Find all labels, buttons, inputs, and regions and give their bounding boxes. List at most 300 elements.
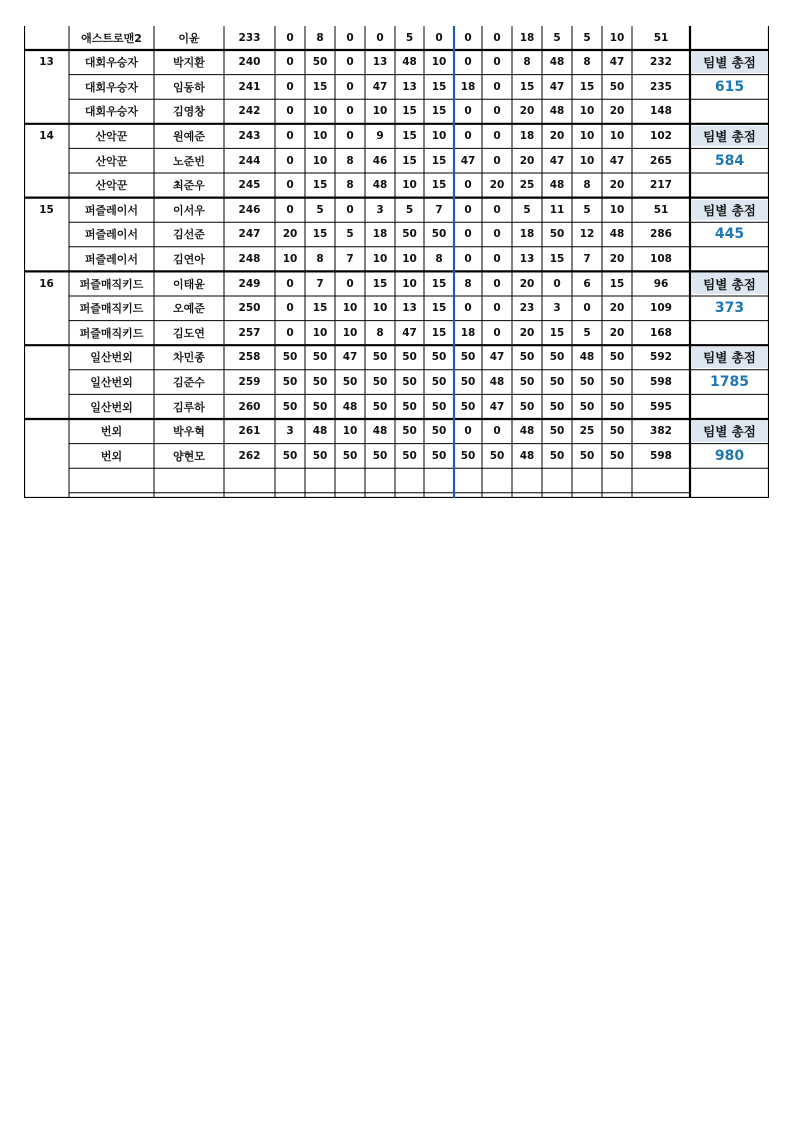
team-total-label: 팀별 총점 (692, 126, 767, 147)
score-cell: 5 (316, 203, 324, 216)
score-cell: 50 (519, 351, 535, 364)
score-cell: 48 (402, 56, 417, 69)
score-cell: 20 (549, 130, 565, 143)
score-cell: 50 (372, 351, 388, 364)
score-cell: 47 (549, 154, 565, 167)
score-cell: 0 (464, 130, 472, 143)
score-cell: 8 (316, 32, 324, 44)
score-cell: 0 (493, 326, 501, 339)
score-cell: 50 (402, 351, 417, 364)
score-cell: 20 (609, 105, 625, 118)
score-cell: 10 (372, 302, 388, 315)
score-cell: 7 (583, 253, 591, 266)
score-cell: 47 (489, 400, 505, 413)
team-name: 퍼즐레이서 (84, 203, 139, 217)
score-cell (572, 468, 602, 493)
player-name: 이서우 (173, 203, 205, 217)
score-cell: 50 (489, 449, 505, 462)
player-total: 148 (650, 105, 672, 118)
player-total: 598 (650, 449, 672, 462)
score-cell: 20 (609, 302, 625, 315)
score-cell: 10 (312, 326, 328, 339)
player-name: 임동하 (173, 80, 205, 94)
player-name: 노준빈 (173, 154, 205, 168)
player-name: 오예준 (173, 302, 205, 316)
player-total: 217 (650, 179, 672, 192)
score-cell (542, 468, 572, 493)
score-cell: 0 (553, 277, 561, 290)
player-total: 382 (650, 425, 672, 438)
team-name: 산악꾼 (95, 154, 128, 168)
score-cell: 48 (609, 228, 625, 241)
score-cell (335, 468, 365, 493)
score-cell: 0 (286, 277, 294, 290)
score-cell: 25 (519, 179, 535, 192)
score-cell: 50 (402, 376, 417, 389)
score-cell: 50 (431, 449, 447, 462)
score-cell: 5 (583, 203, 591, 216)
score-cell: 18 (519, 32, 535, 44)
team-total-label: 팀별 총점 (692, 200, 767, 221)
score-cell: 15 (431, 80, 447, 93)
score-cell: 5 (405, 203, 414, 216)
player-name: 원예준 (173, 130, 205, 144)
score-cell: 47 (609, 56, 625, 69)
score-cell: 50 (372, 376, 388, 389)
score-cell: 15 (431, 277, 447, 290)
player-total: 109 (650, 302, 672, 315)
player-name: 최준우 (173, 179, 205, 193)
player-total: 286 (650, 228, 672, 241)
player-id: 258 (238, 351, 261, 364)
score-cell: 50 (609, 351, 625, 364)
player-total: 235 (650, 80, 672, 93)
score-cell: 0 (464, 425, 472, 438)
team-name: 대회우승자 (84, 80, 139, 94)
score-cell: 50 (282, 449, 298, 462)
score-cell: 47 (549, 80, 565, 93)
score-cell: 20 (519, 105, 535, 118)
player-id: 262 (238, 449, 261, 462)
player-id: 248 (238, 253, 261, 266)
score-cell: 18 (519, 228, 535, 241)
score-cell: 10 (312, 130, 328, 143)
player-name: 박우혁 (173, 425, 205, 439)
player-name: 김선준 (173, 228, 205, 242)
score-cell: 15 (549, 326, 565, 339)
group-number (24, 419, 69, 444)
player-total: 595 (650, 400, 672, 413)
score-cell: 50 (579, 449, 595, 462)
player-total: 51 (653, 203, 669, 216)
player-total: 168 (650, 326, 672, 339)
score-cell (512, 468, 542, 493)
score-cell: 50 (609, 425, 625, 438)
score-cell: 10 (372, 253, 388, 266)
score-cell: 20 (609, 326, 625, 339)
team-name: 번외 (100, 425, 123, 439)
group-number: 14 (39, 130, 54, 143)
score-cell: 0 (286, 130, 294, 143)
score-cell: 0 (286, 80, 294, 93)
score-cell: 15 (402, 105, 417, 118)
score-cell: 0 (286, 56, 294, 69)
score-cell: 0 (346, 32, 354, 44)
score-cell: 50 (282, 351, 298, 364)
player-id: 250 (238, 302, 261, 315)
score-cell (395, 468, 424, 493)
score-cell: 0 (493, 105, 501, 118)
score-cell (305, 468, 335, 493)
score-cell: 50 (460, 351, 476, 364)
score-cell (482, 468, 512, 493)
score-cell: 0 (286, 302, 294, 315)
team-name (69, 468, 154, 493)
score-cell: 50 (549, 351, 565, 364)
score-cell: 0 (346, 203, 354, 216)
score-cell: 8 (346, 179, 354, 192)
team-name: 번외 (100, 449, 123, 463)
score-cell: 10 (431, 130, 447, 143)
score-cell: 47 (460, 154, 476, 167)
score-cell: 15 (519, 80, 535, 93)
score-cell: 7 (435, 203, 443, 216)
team-name: 퍼즐매직키드 (79, 277, 144, 291)
player-id: 242 (238, 105, 261, 118)
score-cell: 48 (519, 449, 535, 462)
score-cell: 0 (493, 56, 501, 69)
player-id: 260 (238, 400, 261, 413)
player-total: 108 (650, 253, 672, 266)
score-cell: 10 (372, 105, 388, 118)
score-cell (275, 468, 305, 493)
score-cell: 50 (312, 376, 328, 389)
score-cell: 48 (549, 179, 565, 192)
score-cell: 18 (460, 326, 476, 339)
score-cell: 18 (519, 130, 535, 143)
score-cell: 20 (609, 253, 625, 266)
score-cell: 50 (431, 228, 447, 241)
score-cell: 12 (579, 228, 595, 241)
score-cell: 47 (342, 351, 358, 364)
score-cell: 10 (609, 32, 625, 44)
score-cell: 5 (346, 228, 354, 241)
score-cell (365, 468, 395, 493)
score-cell: 50 (609, 376, 625, 389)
score-cell: 0 (493, 302, 501, 315)
score-cell: 50 (402, 449, 417, 462)
score-cell: 10 (402, 179, 417, 192)
score-cell: 46 (372, 154, 388, 167)
score-cell: 47 (372, 80, 388, 93)
team-total-score: 615 (714, 78, 745, 95)
team-name: 퍼즐레이서 (84, 228, 139, 242)
score-cell: 0 (493, 80, 501, 93)
score-cell (424, 468, 454, 493)
score-cell: 0 (464, 302, 472, 315)
score-cell: 50 (431, 425, 447, 438)
score-cell: 47 (609, 154, 625, 167)
score-cell: 15 (312, 179, 328, 192)
score-cell: 50 (579, 400, 595, 413)
player-total: 51 (653, 32, 669, 44)
score-cell: 0 (493, 277, 501, 290)
score-cell: 0 (286, 154, 294, 167)
score-cell: 50 (549, 400, 565, 413)
player-total: 598 (650, 376, 672, 389)
team-total-score: 1785 (710, 374, 749, 391)
score-cell: 10 (431, 56, 447, 69)
score-cell: 8 (376, 326, 384, 339)
score-cell: 5 (583, 326, 591, 339)
score-cell: 15 (402, 154, 417, 167)
team-name: 퍼즐레이서 (84, 253, 139, 267)
score-cell: 50 (312, 56, 328, 69)
score-cell: 50 (460, 449, 476, 462)
player-id: 249 (238, 277, 261, 290)
player-id: 261 (238, 425, 261, 438)
score-cell: 10 (312, 105, 328, 118)
score-cell: 15 (609, 277, 625, 290)
score-cell: 50 (431, 376, 447, 389)
score-cell: 50 (609, 449, 625, 462)
score-cell: 50 (579, 376, 595, 389)
player-id: 246 (238, 203, 261, 216)
score-cell: 5 (523, 203, 531, 216)
score-cell: 10 (579, 105, 595, 118)
score-cell: 11 (549, 203, 565, 216)
player-name: 박지환 (173, 56, 205, 70)
score-cell: 50 (549, 376, 565, 389)
player-name: 이윤 (178, 32, 200, 45)
team-total-score: 980 (714, 447, 745, 464)
score-cell: 0 (346, 105, 354, 118)
score-cell: 20 (519, 154, 535, 167)
player-total: 232 (650, 56, 672, 69)
score-cell: 13 (402, 80, 417, 93)
score-cell: 8 (583, 56, 591, 69)
score-cell: 8 (435, 253, 443, 266)
score-cell: 0 (464, 56, 472, 69)
player-id: 247 (238, 228, 261, 241)
team-name: 일산번외 (90, 351, 133, 365)
player-name: 김연아 (173, 253, 205, 267)
player-id: 233 (238, 32, 261, 44)
score-cell: 15 (431, 326, 447, 339)
team-name: 일산번외 (90, 376, 133, 390)
score-cell: 5 (583, 32, 591, 44)
score-cell: 10 (579, 130, 595, 143)
score-cell: 47 (489, 351, 505, 364)
score-cell: 50 (312, 351, 328, 364)
team-name: 산악꾼 (95, 179, 128, 193)
score-cell: 0 (493, 154, 501, 167)
player-total: 592 (650, 351, 672, 364)
score-cell: 0 (464, 179, 472, 192)
score-cell: 48 (312, 425, 328, 438)
score-cell: 0 (464, 228, 472, 241)
score-cell: 18 (372, 228, 388, 241)
player-total: 102 (650, 130, 672, 143)
score-cell: 50 (402, 400, 417, 413)
score-cell: 10 (402, 277, 417, 290)
score-cell: 50 (549, 425, 565, 438)
team-total-label: 팀별 총점 (692, 421, 767, 442)
score-cell: 48 (342, 400, 358, 413)
team-name: 대회우승자 (84, 105, 139, 119)
score-cell: 20 (489, 179, 505, 192)
score-cell: 0 (286, 326, 294, 339)
team-name: 일산번외 (90, 400, 133, 414)
player-id: 243 (238, 130, 261, 143)
score-cell: 15 (431, 154, 447, 167)
score-cell: 0 (493, 253, 501, 266)
team-name: 퍼즐매직키드 (79, 302, 144, 316)
team-total-label: 팀별 총점 (692, 273, 767, 294)
score-cell: 5 (553, 32, 561, 44)
score-cell: 15 (549, 253, 565, 266)
player-name: 김준수 (173, 376, 205, 390)
score-cell: 50 (460, 400, 476, 413)
score-cell: 10 (342, 425, 358, 438)
score-cell: 8 (583, 179, 591, 192)
player-id: 240 (238, 56, 261, 69)
team-total-score: 445 (714, 226, 745, 243)
score-cell: 50 (609, 80, 625, 93)
score-cell: 3 (376, 203, 384, 216)
player-total (632, 468, 690, 493)
score-cell: 0 (346, 277, 354, 290)
player-name: 김도연 (173, 326, 205, 340)
score-cell: 15 (431, 302, 447, 315)
score-cell: 50 (431, 351, 447, 364)
team-name: 애스트로맨2 (81, 32, 142, 45)
score-cell: 3 (553, 302, 561, 315)
score-cell: 50 (282, 400, 298, 413)
team-name: 퍼즐매직키드 (79, 326, 144, 340)
score-cell: 0 (464, 253, 472, 266)
player-name: 차민종 (173, 351, 205, 365)
score-cell: 9 (376, 130, 384, 143)
score-cell: 20 (282, 228, 298, 241)
score-cell: 48 (372, 179, 388, 192)
score-cell: 10 (609, 130, 625, 143)
score-cell: 50 (549, 228, 565, 241)
player-total: 265 (650, 154, 672, 167)
score-cell: 50 (372, 400, 388, 413)
score-cell: 0 (346, 80, 354, 93)
group-number: 16 (39, 277, 54, 290)
score-cell: 0 (346, 56, 354, 69)
score-cell: 0 (493, 32, 501, 44)
score-cell: 10 (342, 326, 358, 339)
score-cell: 0 (286, 179, 294, 192)
player-name: 이태윤 (173, 277, 205, 291)
score-cell: 23 (519, 302, 535, 315)
score-cell: 20 (519, 277, 535, 290)
score-cell: 50 (460, 376, 476, 389)
score-cell: 48 (519, 425, 535, 438)
group-number (24, 345, 69, 370)
score-cell: 48 (549, 105, 565, 118)
score-cell: 6 (583, 277, 591, 290)
score-cell: 48 (549, 56, 565, 69)
score-cell: 15 (312, 228, 328, 241)
score-cell: 0 (286, 203, 294, 216)
score-cell: 7 (316, 277, 324, 290)
score-cell: 50 (431, 400, 447, 413)
score-cell: 13 (372, 56, 388, 69)
score-cell: 48 (579, 351, 595, 364)
score-cell: 15 (431, 179, 447, 192)
player-id: 259 (238, 376, 261, 389)
score-cell: 10 (402, 253, 417, 266)
score-cell: 50 (342, 376, 358, 389)
score-cell: 50 (312, 449, 328, 462)
score-cell: 20 (519, 326, 535, 339)
score-cell: 15 (402, 130, 417, 143)
score-cell: 0 (286, 105, 294, 118)
score-cell: 0 (583, 302, 591, 315)
score-cell: 0 (286, 32, 294, 44)
player-name: 김루하 (173, 400, 205, 414)
score-cell: 25 (579, 425, 595, 438)
score-cell: 0 (464, 105, 472, 118)
score-cell: 5 (405, 32, 414, 44)
player-total: 96 (653, 277, 669, 290)
score-cell: 50 (342, 449, 358, 462)
team-total-score: 373 (714, 300, 745, 317)
score-cell: 8 (346, 154, 354, 167)
score-cell (602, 468, 632, 493)
player-id: 244 (238, 154, 261, 167)
score-cell: 10 (579, 154, 595, 167)
player-id: 241 (238, 80, 261, 93)
score-cell: 8 (523, 56, 531, 69)
team-total-score: 584 (714, 152, 745, 169)
score-cell: 0 (464, 32, 472, 44)
score-cell: 48 (489, 376, 505, 389)
score-cell: 10 (312, 154, 328, 167)
player-id: 245 (238, 179, 261, 192)
group-number: 13 (39, 56, 54, 69)
score-sheet (24, 26, 769, 498)
score-cell: 50 (519, 400, 535, 413)
score-cell: 50 (609, 400, 625, 413)
score-cell: 7 (346, 253, 354, 266)
score-cell: 50 (372, 449, 388, 462)
score-cell: 15 (431, 105, 447, 118)
score-cell: 13 (519, 253, 535, 266)
player-name: 김영창 (173, 105, 205, 119)
score-cell: 50 (312, 400, 328, 413)
team-total-label: 팀별 총점 (692, 347, 767, 368)
score-cell: 0 (493, 228, 501, 241)
score-cell: 50 (402, 425, 417, 438)
score-cell: 0 (435, 32, 443, 44)
score-cell: 47 (402, 326, 417, 339)
score-cell: 10 (342, 302, 358, 315)
score-cell: 50 (282, 376, 298, 389)
score-cell: 0 (464, 203, 472, 216)
score-cell: 0 (346, 130, 354, 143)
score-cell: 15 (312, 80, 328, 93)
player-name (154, 468, 224, 493)
player-id: 257 (238, 326, 261, 339)
score-cell: 20 (609, 179, 625, 192)
score-cell: 8 (316, 253, 324, 266)
score-cell: 50 (519, 376, 535, 389)
